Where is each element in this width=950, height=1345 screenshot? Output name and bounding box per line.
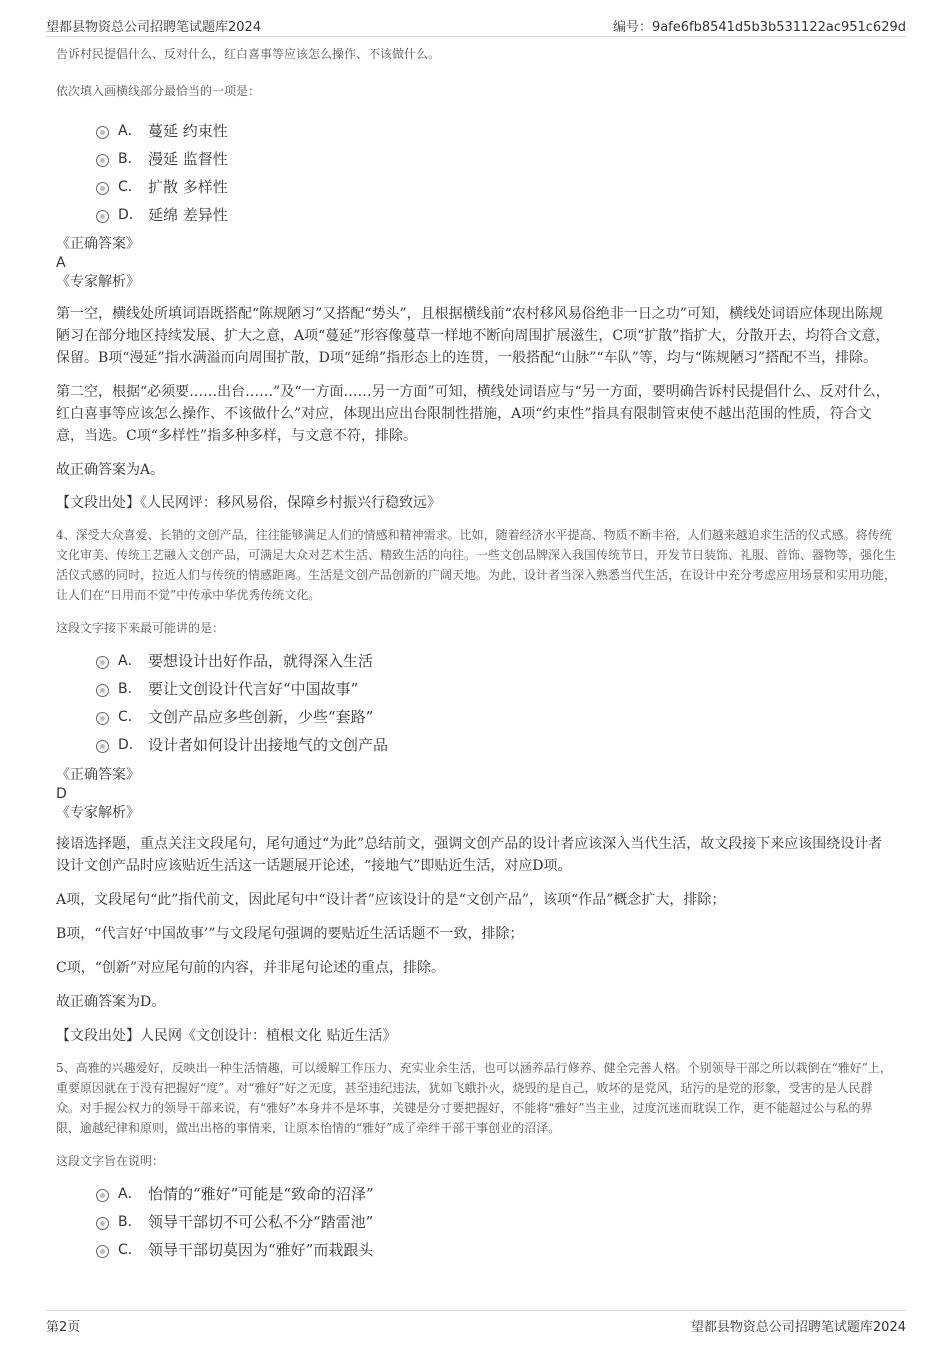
question-4-options — [56, 648, 896, 760]
radio-icon[interactable] — [96, 126, 109, 139]
question-5-option-a[interactable]: A． 怡情的“雅好”可能是“致命的沼泽” — [56, 1181, 896, 1209]
page-content — [56, 40, 896, 1265]
question-4-stem: 4、深受大众喜爱、长销的文创产品，往往能够满足人们的情感和精神需求。比如，随着经济水平提高、物质不断丰裕，人们越来越追求生活的仪式感。将传统文化审美、传统工艺融入文创产品，可满足大众对艺术生活、精致生活的向往。一些文创品牌深入我国传统节日，开发节日装饰、礼服、首饰、器物等，强化生活仪式感的同时，拉近人们与传统的情感距离。生活是文创产品创新的广阔天地。为此，设计者当深入熟悉当代生活，在设计中充分考虑应用场景和实用功能，让人们在“日用而不觉”中传承中华优秀传统文化。 — [56, 528, 897, 602]
answer-value: A — [56, 255, 66, 271]
analysis-paragraph: 第二空，根据“必须要……出台……”及“一方面……另一方面”可知，横线处词语应与“另一方面，要明确告诉村民提倡什么、反对什么，红白喜事等应该怎么操作、不该做什么”对应，体现出应出台限制性措施，A项“约束性”指具有限制管束使不越出范围的性质，符合文意，当选。C项“多样性”指多种多样，与文意不符，排除。 — [56, 384, 890, 444]
question-5-option-c[interactable]: C． 领导干部切莫因为“雅好”而栽跟头 — [56, 1237, 896, 1265]
question-3-option-b[interactable]: B． 漫延 监督性 — [56, 146, 896, 174]
radio-icon[interactable] — [96, 1217, 109, 1230]
answer-value: D — [56, 786, 67, 802]
radio-icon[interactable] — [96, 154, 109, 167]
analysis-paragraph: C项，“创新”对应尾句前的内容，并非尾句论述的重点，排除。 — [56, 960, 446, 976]
source-citation: 【文段出处】《人民网评：移风易俗，保障乡村振兴行稳致远》 — [56, 495, 441, 511]
analysis-label: 《专家解析》 — [56, 805, 140, 821]
answer-label: 《正确答案》 — [56, 236, 140, 252]
radio-icon[interactable] — [96, 210, 109, 223]
question-4-option-d[interactable]: D． 设计者如何设计出接地气的文创产品 — [56, 732, 896, 760]
question-5-option-b[interactable]: B． 领导干部切不可公私不分“踏雷池” — [56, 1209, 896, 1237]
page-header — [46, 10, 906, 37]
analysis-conclusion: 故正确答案为D。 — [56, 994, 166, 1010]
radio-icon[interactable] — [96, 684, 109, 697]
question-4-option-c[interactable]: C． 文创产品应多些创新，少些“套路” — [56, 704, 896, 732]
question-3-option-d[interactable]: D． 延绵 差异性 — [56, 202, 896, 230]
question-4-prompt: 这段文字接下来最可能讲的是： — [56, 621, 225, 635]
question-5-options — [56, 1181, 896, 1265]
question-3-stem-tail: 告诉村民提倡什么、反对什么，红白喜事等应该怎么操作、不该做什么。 — [56, 47, 441, 61]
analysis-paragraph: 接语选择题，重点关注文段尾句，尾句通过“为此”总结前文，强调文创产品的设计者应该深入当代生活，故文段接下来应该围绕设计者设计文创产品时应该贴近生活这一话题展开论述，“接地气”即贴近生活，对应D项。 — [56, 836, 883, 874]
source-citation: 【文段出处】人民网《文创设计：植根文化 贴近生活》 — [56, 1028, 397, 1044]
page-footer — [46, 1310, 906, 1339]
answer-label: 《正确答案》 — [56, 767, 140, 783]
question-3-options — [56, 118, 896, 230]
question-4-option-a[interactable]: A． 要想设计出好作品，就得深入生活 — [56, 648, 896, 676]
analysis-paragraph: B项，“代言好‘中国故事’”与文段尾句强调的要贴近生活话题不一致，排除； — [56, 926, 524, 942]
question-3-option-a[interactable]: A． 蔓延 约束性 — [56, 118, 896, 146]
question-3-prompt: 依次填入画横线部分最恰当的一项是： — [56, 84, 261, 98]
radio-icon[interactable] — [96, 656, 109, 669]
header-serial: 编号：9afe6fb8541d5b3b531122ac951c629d — [612, 20, 906, 35]
page-number: 第2页 — [46, 1320, 81, 1335]
footer-title: 望都县物资总公司招聘笔试题库2024 — [690, 1320, 906, 1335]
question-5-prompt: 这段文字旨在说明： — [56, 1154, 165, 1168]
radio-icon[interactable] — [96, 740, 109, 753]
header-title: 望都县物资总公司招聘笔试题库2024 — [46, 20, 262, 35]
analysis-conclusion: 故正确答案为A。 — [56, 462, 165, 478]
question-3-option-c[interactable]: C． 扩散 多样性 — [56, 174, 896, 202]
question-5-stem: 5、高雅的兴趣爱好，反映出一种生活情趣，可以缓解工作压力、充实业余生活，也可以涵养品行修养、健全完善人格。个别领导干部之所以栽倒在“雅好”上，重要原因就在于没有把握好“度”。对“雅好”好之无度，甚至违纪违法，犹如飞蛾扑火，烧毁的是自己，败坏的是党风，玷污的是党的形象，受害的是人民群众。对手握公权力的领导干部来说，有“雅好”本身并不是坏事，关键是分寸要把握好，不能将“雅好”当主业，过度沉迷而耽误工作，更不能超过公与私的界限，逾越纪律和原则，做出出格的事情来，让原本怡情的“雅好”成了牵绊干部干事创业的沼泽。 — [56, 1061, 892, 1135]
analysis-label: 《专家解析》 — [56, 274, 140, 290]
radio-icon[interactable] — [96, 1245, 109, 1258]
radio-icon[interactable] — [96, 1189, 109, 1202]
analysis-paragraph: 第一空，横线处所填词语既搭配“陈规陋习”又搭配“势头”，且根据横线前“农村移风易俗绝非一日之功”可知，横线处词语应体现出陈规陋习在部分地区持续发展、扩大之意，A项“蔓延”形容像蔓草一样地不断向周围扩展滋生，C项“扩散”指扩大，分散开去，均符合文意，保留。B项“漫延”指水满溢而向周围扩散，D项“延绵”指形态上的连贯，一般搭配“山脉”“车队”等，均与“陈规陋习”搭配不当，排除。 — [56, 306, 890, 366]
radio-icon[interactable] — [96, 182, 109, 195]
analysis-paragraph: A项，文段尾句“此”指代前文，因此尾句中“设计者”应该设计的是“文创产品”，该项“作品”概念扩大，排除； — [56, 892, 726, 908]
radio-icon[interactable] — [96, 712, 109, 725]
question-4-option-b[interactable]: B． 要让文创设计代言好“中国故事” — [56, 676, 896, 704]
